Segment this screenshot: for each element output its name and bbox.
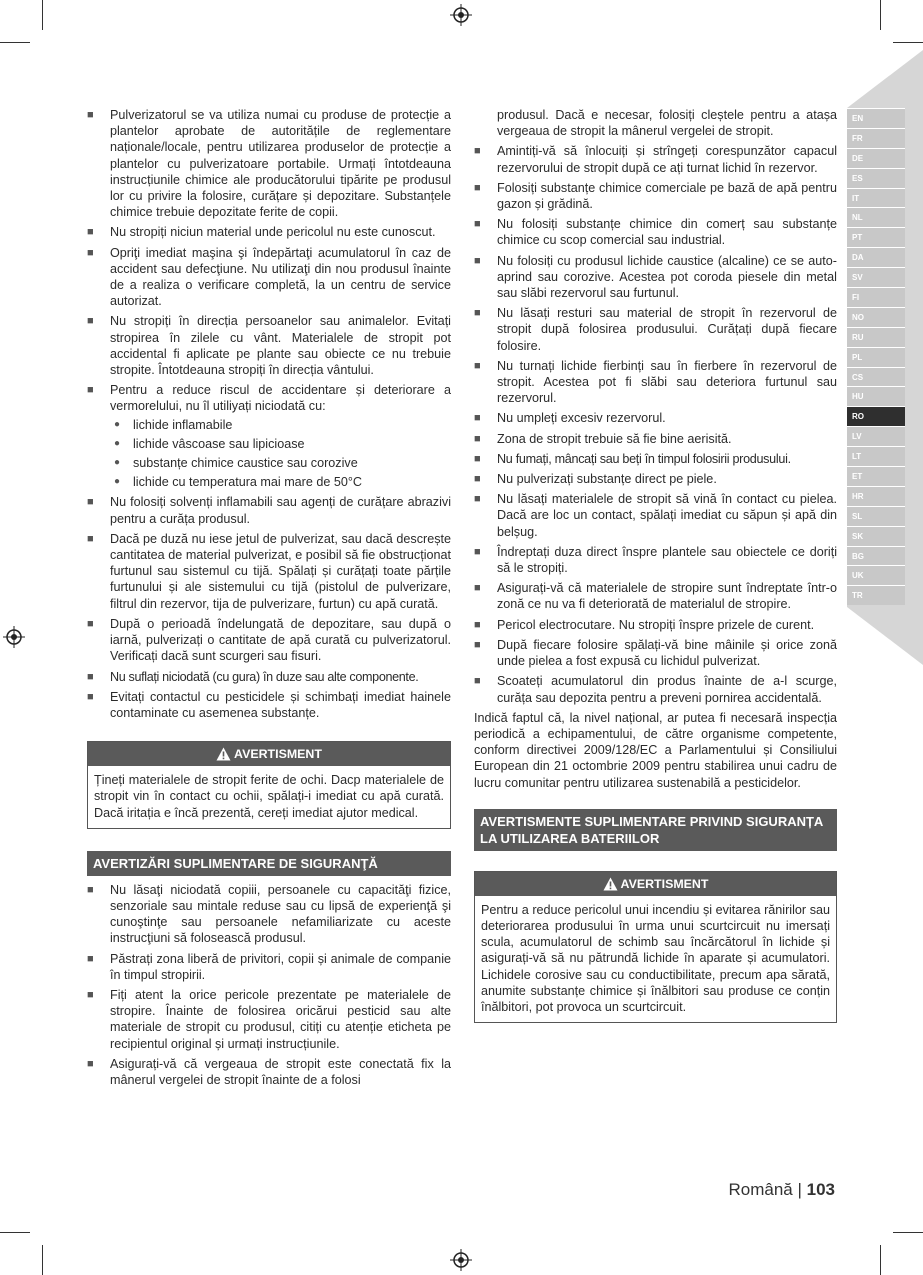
list-item: ■ Nu pulverizați substanțe direct pe piele. <box>474 472 717 487</box>
language-tab-es: ES <box>847 168 905 188</box>
list-item: ■ Nu folosiți cu produsul lichide caustice (alcaline) ce se auto-aprind sau corozive. Acestea pot coroda piesele din metal sau slăbi rezervorul sau furtunul. <box>474 253 837 301</box>
language-index <box>847 108 905 605</box>
list-item: ■ După fiecare folosire spălați-vă bine mâinile și orice zonă unde pielea a fost expusă cu lichidul pulverizat. <box>474 637 837 669</box>
warning-icon <box>216 747 231 761</box>
list-item-continuation: produsul. Dacă e necesar, folosiți cleștele pentru a atașa vergeaua de stropit la mânerul vergelei de stropit. <box>497 108 837 139</box>
list-item: ■ Nu turnați lichide fierbinți sau în fierbere în rezervorul de stropit. Acestea pot fi slăbi sau deteriora furtunul sau rezervorul. <box>474 358 837 406</box>
list-item: ■ Amintiți-vă să înlocuiți și strîngeți corespunzător capacul rezervorului de stropit după ce ați turnat lichid în rezervor. <box>474 144 837 175</box>
list-item: ■ Nu umpleți excesiv rezervorul. <box>474 411 666 426</box>
list-item: ■ Nu lăsați resturi sau material de stropit în rezervorul de stropit după folosirea produsului. Curățați după fiecare folosire. <box>474 306 837 353</box>
warning-box <box>474 871 837 1023</box>
warning-text: Țineți materialele de stropit ferite de ochi. Dacp materialele de stropit vin în contact cu ochii, spălați-i imediat cu apă curată. Dacă iritația e încă prezentă, cereți imediat ajutor medical. <box>94 773 444 820</box>
list-item: ■ Nu folosiți solvenți inflamabili sau agenți de curățare abrazivi pentru a curăța produsul. <box>87 495 451 526</box>
list-item: ■ Fiți atent la orice pericole prezentate pe materialele de stropire. Înainte de folosirea oricărui pesticid sau alte materiale de stropit cu produsul, citiți cu atenție eticheta pe recipientul original și urmați instrucțiunile. <box>87 987 451 1051</box>
directive-paragraph: Indică faptul că, la nivel național, ar putea fi necesară inspecția periodică a echipamentului, de către organisme competente, conform directivei 2009/128/EC a Parlamentului și Consiliului European din 21 octombrie 2009 pentru stabilirea unui cadru de lucru comunitar pentru utilizarea sustenabilă a pesticidelor. <box>474 710 837 790</box>
crop-mark <box>0 1232 30 1233</box>
sub-list <box>110 417 451 491</box>
language-tab-sl: SL <box>847 506 905 526</box>
language-tab-et: ET <box>847 466 905 486</box>
language-tab-fr: FR <box>847 128 905 148</box>
section-heading: AVERTIZĂRI SUPLIMENTARE DE SIGURANŢĂ <box>87 851 451 876</box>
language-tab-hr: HR <box>847 486 905 506</box>
warning-box <box>87 741 451 829</box>
list-item: ■ Dacă pe duză nu iese jetul de pulverizat, sau dacă descrește cantitatea de material pulverizat, e posibil să fie obstrucționat furtunul sau sistemul cu tijă. Spălați și curățați toate părțile furtunului și ale sistemului cu tijă (pistolul de pulverizare, filtrul din rezervor, tija de pulverizare, furtun) cu apă curată. <box>87 531 451 611</box>
language-tab-pt: PT <box>847 227 905 247</box>
crop-mark <box>880 1245 881 1275</box>
language-tab-en: EN <box>847 108 905 128</box>
list-item: ■ Evitați contactul cu pesticidele și schimbați imediat hainele contaminate cu asemenea substanțe. <box>87 689 451 720</box>
page-number: 103 <box>806 1180 835 1199</box>
list-item: ■ Nu stropiți niciun material unde pericolul nu este cunoscut. <box>87 225 436 240</box>
language-tab-cs: CS <box>847 367 905 387</box>
language-tab-tr: TR <box>847 585 905 605</box>
list-item: ■ Zona de stropit trebuie să fie bine aerisită. <box>474 431 732 446</box>
page-footer <box>728 1180 835 1200</box>
crop-mark <box>42 1245 43 1275</box>
list-item: ■ Nu lăsați materialele de stropit să vină în contact cu pielea. Dacă are loc un contact, spălați imediat cu săpun și apă din belșug. <box>474 492 837 539</box>
language-tab-no: NO <box>847 307 905 327</box>
crop-mark <box>42 0 43 30</box>
crop-mark <box>880 0 881 30</box>
registration-mark-icon <box>3 626 25 648</box>
language-tab-lv: LV <box>847 426 905 446</box>
list-item: ■ Pericol electrocutare. Nu stropiți înspre prizele de curent. <box>474 617 815 632</box>
registration-mark-icon <box>450 4 472 26</box>
crop-mark <box>893 1232 923 1233</box>
language-tab-de: DE <box>847 148 905 168</box>
section-heading: AVERTISMENTE SUPLIMENTARE PRIVIND SIGURANȚA LA UTILIZAREA BATERIILOR <box>474 809 837 851</box>
language-tab-bg: BG <box>847 546 905 566</box>
warning-header: AVERTISMENT <box>88 742 450 766</box>
warning-icon <box>603 877 618 891</box>
registration-mark-icon <box>450 1249 472 1271</box>
list-item: ■ După o perioadă îndelungată de depozitare, sau după o iarnă, pulverizați o cantitate de apă curată cu pulverizatorul. Verificați dacă sunt scurgeri sau fisuri. <box>87 616 451 664</box>
language-tab-it: IT <box>847 188 905 208</box>
list-item: ■ Opriţi imediat maşina şi îndepărtaţi acumulatorul în caz de accident sau defecţiune. Nu utilizaţi din nou produsul înainte de a realiza o verificare completă, la un centru de service autorizat. <box>87 245 451 309</box>
crop-mark <box>893 42 923 43</box>
list-item: ■ Nu folosiți substanțe chimice din comerț sau substanțe chimice cu scop comercial sau industrial. <box>474 217 837 248</box>
additional-safety-list <box>87 882 451 1088</box>
warning-text: Pentru a reduce pericolul unui incendiu și evitarea rănirilor sau deteriorarea produsului în urma unui scurtcircuit nu imersați scula, acumulatorul de schimb sau încărcătorul în lichide și asigurați-vă să nu pătrundă lichide în aparate și acumulatori. Lichidele corosive sau cu conductibilitate, precum apa sărată, anumite substanțe chimice și înălbitori sau produse ce conțin înălbitori, pot provoca un scurtcircuit. <box>481 902 830 1014</box>
language-tab-lt: LT <box>847 446 905 466</box>
list-item: ■ Nu suflați niciodată (cu gura) în duze sau alte componente. <box>87 669 419 684</box>
footer-language: Română <box>728 1180 793 1199</box>
left-column <box>87 107 451 1092</box>
list-item: ■ Pulverizatorul se va utiliza numai cu produse de protecție a plantelor aprobate de autoritățile de reglementare naționale/locale, pentru utilizarea produselor de protecție a plantelor cu pulverizatoare portabile. Urmați întotdeauna instrucțiunile chimice ale producătorului tipărite pe produsul lor cu privire la folosire, curățare și depozitare. Substanțele chimice trebuie depozitate ferite de copii. <box>87 108 451 220</box>
list-item: ■ Păstrați zona liberă de privitori, copii și animale de companie în timpul stropirii. <box>87 951 451 982</box>
warning-header: AVERTISMENT <box>475 872 836 896</box>
language-tab-sk: SK <box>847 526 905 546</box>
safety-list-continued <box>474 143 837 705</box>
language-tab-pl: PL <box>847 347 905 367</box>
language-tab-sv: SV <box>847 267 905 287</box>
right-column <box>474 107 837 1023</box>
sub-list-item: ● lichide inflamabile <box>114 417 233 432</box>
list-item: ■ Nu stropiți în direcția persoanelor sau animalelor. Evitați stropirea în zilele cu vânt. Materialele de stropit pot accidental fi aplicate pe plante sau obiecte ce nu trebuie stropite. Întotdeauna stropiți în direcția vântului. <box>87 314 451 378</box>
safety-list <box>87 107 451 721</box>
sub-list-item: ● lichide cu temperatura mai mare de 50°C <box>114 475 363 490</box>
language-tab-ru: RU <box>847 327 905 347</box>
list-item: ■ Îndreptați duza direct înspre plantele sau obiectele ce doriți să le stropiți. <box>474 544 837 576</box>
footer-separator: | <box>797 1180 802 1199</box>
list-item: ■ Nu lăsaţi niciodată copiii, persoanele cu capacităţi fizice, senzoriale sau mintale reduse sau cu lipsă de experienţă şi cunoştinţe sau persoanele nefamiliarizate cu aceste instrucţiuni să folosească produsul. <box>87 882 451 946</box>
language-tab-fi: FI <box>847 287 905 307</box>
list-item: ■ Scoateți acumulatorul din produs înainte de a-l scurge, curăța sau depozita pentru a preveni pornirea accidentală. <box>474 674 837 705</box>
list-item: ■ Asigurați-vă că materialele de stropire sunt îndreptate într-o zonă ce nu va fi deteriorată de materialul de stropire. <box>474 581 837 612</box>
language-tab-nl: NL <box>847 207 905 227</box>
list-item: ■ Pentru a reduce riscul de accidentare și deteriorare a vermorelului, nu îl utiliyați niciodată cu: ● lichide inflamabile ● lichide vâscoase sau lipicioase ● substanțe chimice caustice sau corozive ● lichide cu temperatura mai mare de 50°C <box>87 383 451 490</box>
list-item: ■ Folosiți substanțe chimice comerciale pe bază de apă pentru gazon și grădină. <box>474 180 837 212</box>
list-item: ■ Asigurați-vă că vergeaua de stropit este conectată fix la mânerul vergelei de stropit înainte de a folosi <box>87 1056 451 1087</box>
sub-list-item: ● lichide vâscoase sau lipicioase <box>114 436 305 451</box>
list-item: ■ Nu fumați, mâncați sau beți în timpul folosirii produsului. <box>474 451 791 466</box>
language-tab-uk: UK <box>847 565 905 585</box>
language-tab-ro: RO <box>847 406 905 426</box>
sub-list-item: ● substanțe chimice caustice sau corozive <box>114 456 358 471</box>
language-tab-da: DA <box>847 247 905 267</box>
crop-mark <box>0 42 30 43</box>
language-tab-hu: HU <box>847 386 905 406</box>
